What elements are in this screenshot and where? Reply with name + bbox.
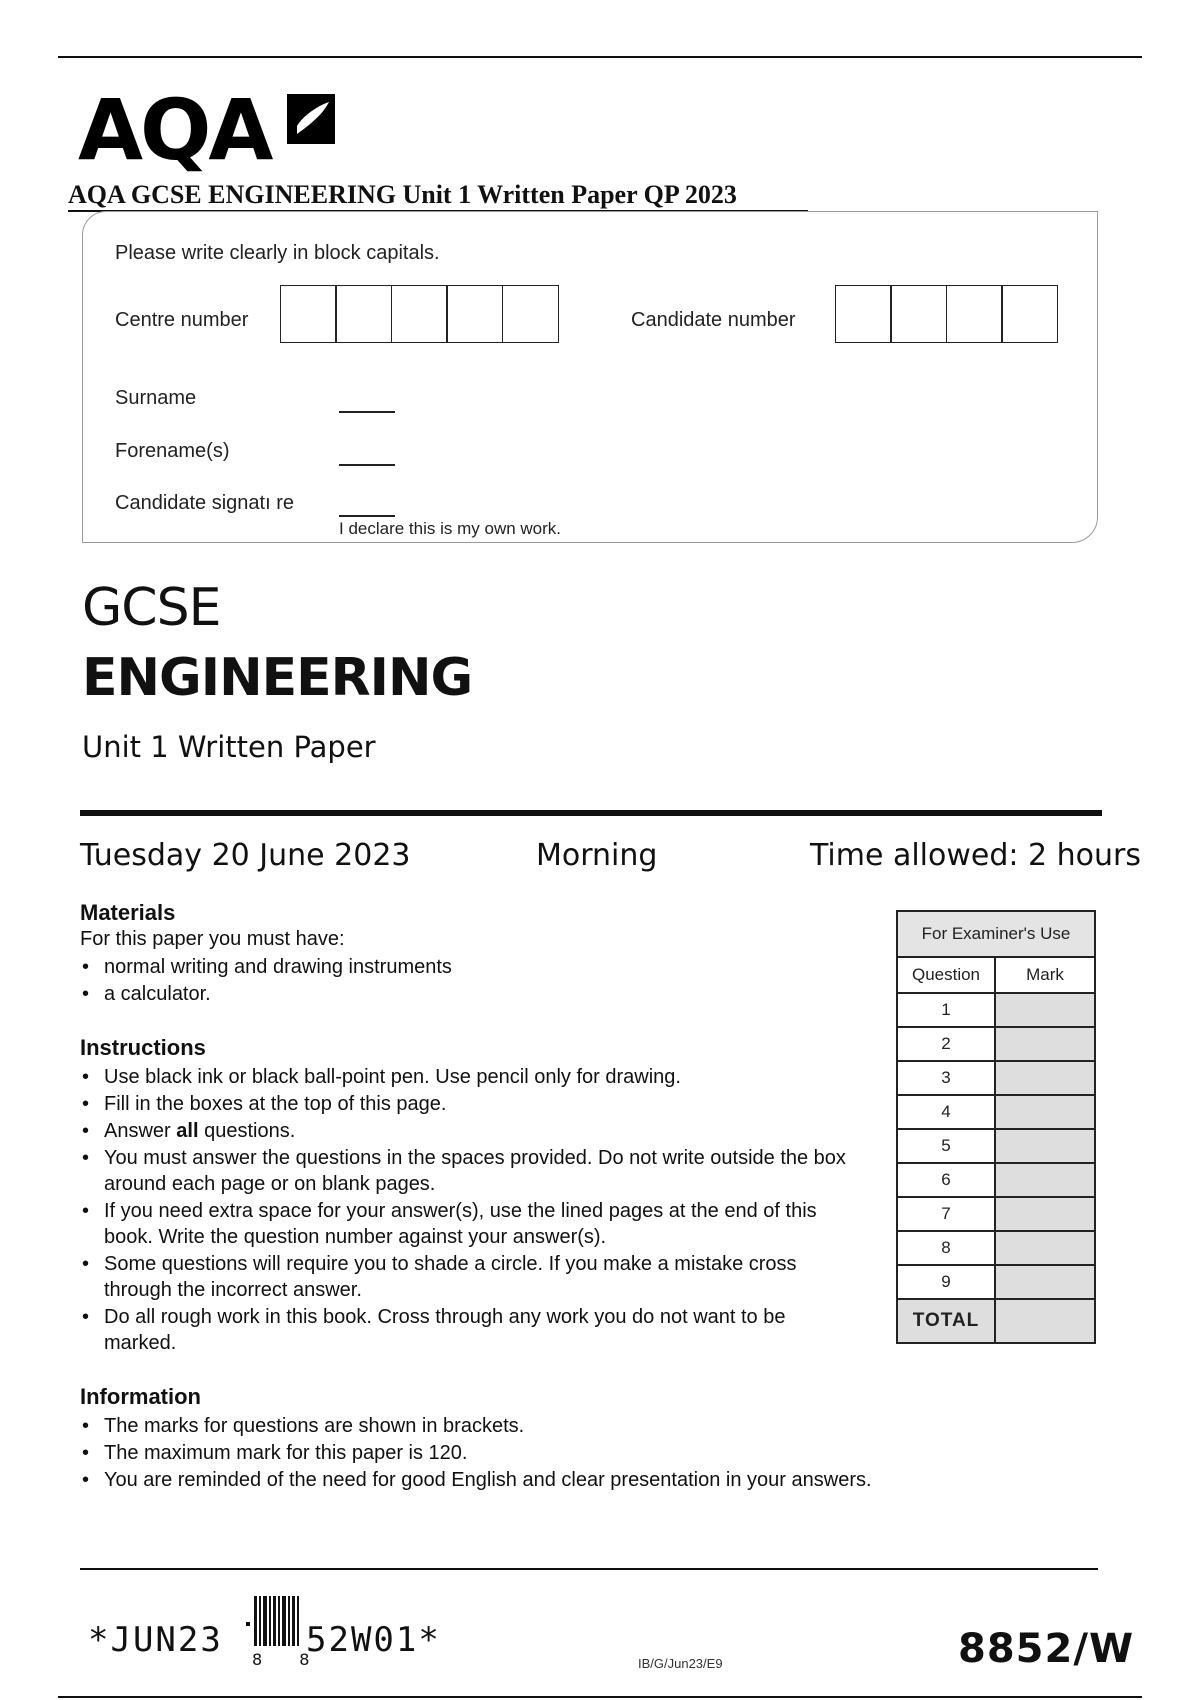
- question-number: 2: [897, 1027, 995, 1061]
- forenames-field[interactable]: [339, 464, 395, 466]
- mark-cell: [995, 1163, 1095, 1197]
- block-capitals-instruction: Please write clearly in block capitals.: [115, 242, 440, 264]
- question-number: 8: [897, 1231, 995, 1265]
- mark-cell: [995, 1197, 1095, 1231]
- subject-title: ENGINEERING: [82, 648, 473, 708]
- examiner-use-table: [896, 910, 1096, 1344]
- list-item: • If you need extra space for your answer(s), use the lined pages at the end of this book. Write the question number against your answer(s).: [80, 1198, 860, 1250]
- mark-cell: [995, 993, 1095, 1027]
- barcode-text-right: 52W01*: [306, 1620, 441, 1660]
- materials-heading: Materials: [80, 900, 176, 925]
- bottom-rule: [58, 1696, 1142, 1698]
- barcode-text-left: *JUN23: [88, 1620, 223, 1660]
- barcode-digits: 8 8: [252, 1650, 326, 1669]
- question-number: 1: [897, 993, 995, 1027]
- candidate-number-boxes: [836, 285, 1058, 343]
- footer-rule: [80, 1568, 1098, 1570]
- title-divider: [80, 810, 1102, 816]
- list-item: • Fill in the boxes at the top of this page.: [80, 1091, 860, 1117]
- centre-number-digit-box[interactable]: [335, 285, 392, 343]
- information-list: [80, 1413, 880, 1494]
- total-label: TOTAL: [897, 1299, 995, 1343]
- list-item: • The maximum mark for this paper is 120.: [80, 1440, 880, 1466]
- question-number: 7: [897, 1197, 995, 1231]
- question-column-header: Question: [897, 957, 995, 993]
- mark-cell: [995, 1095, 1095, 1129]
- surname-label: Surname: [115, 387, 197, 409]
- time-allowed: Time allowed: 2 hours: [810, 838, 1142, 873]
- answer-prefix: Answer: [104, 1120, 171, 1142]
- mark-cell: [995, 1027, 1095, 1061]
- centre-number-boxes: [281, 285, 559, 343]
- aqa-logo-text: AQA: [78, 81, 271, 179]
- mark-cell: [995, 1265, 1095, 1299]
- barcode-icon: [246, 1594, 306, 1650]
- centre-number-digit-box[interactable]: [502, 285, 559, 343]
- surname-field[interactable]: [339, 411, 395, 413]
- document-title: AQA GCSE ENGINEERING Unit 1 Written Paper QP 2023: [68, 180, 737, 209]
- exam-date: Tuesday 20 June 2023: [80, 838, 411, 873]
- question-number: 6: [897, 1163, 995, 1197]
- answer-emphasis: all: [176, 1120, 199, 1142]
- information-heading: Information: [80, 1384, 201, 1409]
- mark-cell: [995, 1061, 1095, 1095]
- top-rule: [58, 56, 1142, 58]
- list-item: • Some questions will require you to shade a circle. If you make a mistake cross through the incorrect answer.: [80, 1251, 860, 1303]
- materials-list: [80, 954, 880, 1008]
- exam-session: Morning: [536, 838, 658, 873]
- centre-number-digit-box[interactable]: [280, 285, 337, 343]
- declaration-text: I declare this is my own work.: [339, 519, 562, 538]
- list-item: • Use black ink or black ball-point pen. Use pencil only for drawing.: [80, 1064, 860, 1090]
- candidate-details-box: [82, 211, 1098, 543]
- instructions-heading: Instructions: [80, 1035, 206, 1060]
- list-item: • Do all rough work in this book. Cross through any work you do not want to be marked.: [80, 1304, 860, 1356]
- question-number: 5: [897, 1129, 995, 1163]
- candidate-number-digit-box[interactable]: [946, 285, 1003, 343]
- materials-intro: For this paper you must have:: [80, 928, 345, 950]
- candidate-number-label: Candidate number: [631, 309, 796, 331]
- candidate-number-digit-box[interactable]: [835, 285, 892, 343]
- question-number: 4: [897, 1095, 995, 1129]
- list-item: • a calculator.: [80, 981, 880, 1007]
- total-mark-cell: [995, 1299, 1095, 1343]
- list-item: • You must answer the questions in the spaces provided. Do not write outside the box around each page or on blank pages.: [80, 1145, 860, 1197]
- question-number: 3: [897, 1061, 995, 1095]
- answer-suffix: questions.: [204, 1120, 296, 1142]
- candidate-number-digit-box[interactable]: [1001, 285, 1058, 343]
- qualification-title: GCSE: [82, 578, 221, 638]
- aqa-logo: [78, 81, 348, 185]
- aqa-logo-mark-icon: [283, 90, 339, 148]
- mark-cell: [995, 1231, 1095, 1265]
- centre-number-digit-box[interactable]: [391, 285, 448, 343]
- forenames-label: Forename(s): [115, 440, 230, 462]
- mark-column-header: Mark: [995, 957, 1095, 993]
- paper-code: 8852/W: [958, 1626, 1135, 1672]
- list-item: • The marks for questions are shown in brackets.: [80, 1413, 880, 1439]
- component-title: Unit 1 Written Paper: [82, 730, 376, 764]
- examiner-table-title: For Examiner's Use: [897, 911, 1095, 957]
- list-item: • You are reminded of the need for good English and clear presentation in your answers.: [80, 1467, 880, 1493]
- centre-number-label: Centre number: [115, 309, 249, 331]
- question-number: 9: [897, 1265, 995, 1299]
- signature-label: Candidate signatı re: [115, 492, 295, 514]
- signature-field[interactable]: [339, 515, 395, 517]
- centre-number-digit-box[interactable]: [446, 285, 503, 343]
- instructions-list: [80, 1064, 860, 1357]
- reference-code: IB/G/Jun23/E9: [638, 1656, 723, 1671]
- list-item: • normal writing and drawing instruments: [80, 954, 880, 980]
- mark-cell: [995, 1129, 1095, 1163]
- candidate-number-digit-box[interactable]: [890, 285, 947, 343]
- list-item: [80, 1118, 860, 1144]
